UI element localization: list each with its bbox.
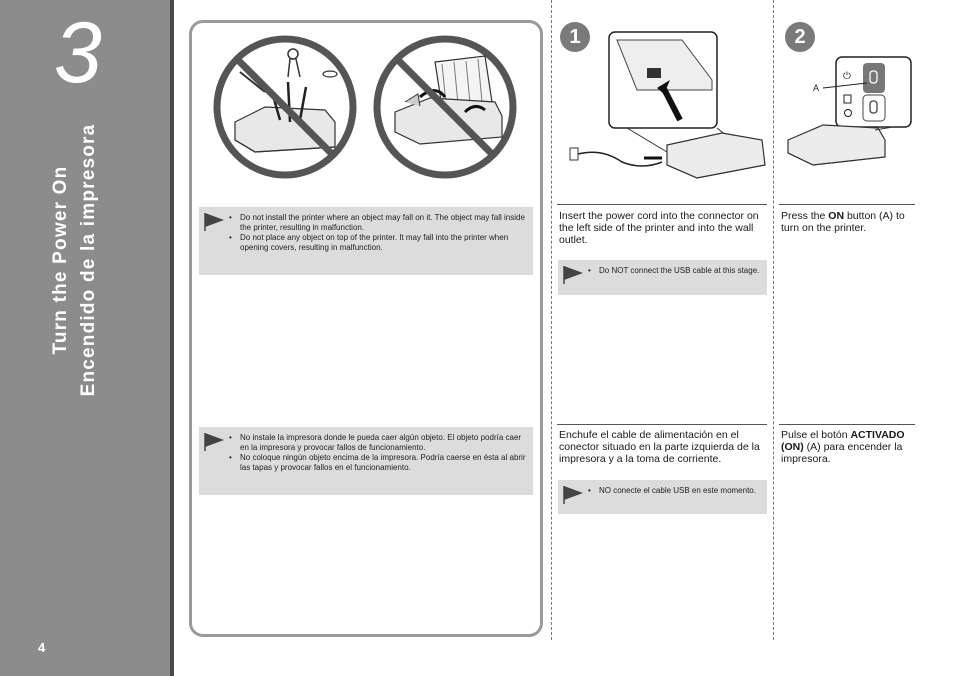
prohibition-illustrations [210, 32, 536, 182]
caution-flag-icon [203, 431, 225, 451]
note-item: • Do NOT connect the USB cable at this stage. [588, 266, 761, 276]
step2-instruction-spanish [781, 429, 919, 465]
step1-instruction-english: Insert the power cord into the connector on the left side of the printer and into the wall outlet. [559, 210, 759, 246]
sidebar [0, 0, 170, 676]
section-rule [557, 424, 767, 425]
title-english: Turn the Power On [50, 165, 71, 355]
step1-instruction-spanish: Enchufe el cable de alimentación en el conector situado en la parte izquierda de la impresora y a la toma de corriente. [559, 429, 760, 465]
column-divider [773, 0, 774, 640]
prohibition-falling-objects-icon [217, 39, 353, 175]
caution-note-english [199, 207, 533, 275]
button-callout-label: A [813, 83, 820, 93]
caution-flag-icon [562, 484, 584, 504]
on-label: ACTIVADO (ON) [781, 429, 905, 453]
step1-note-spanish [558, 480, 767, 514]
step-number: 3 [54, 5, 102, 101]
caution-flag-icon [562, 264, 584, 284]
caution-note-spanish [199, 427, 533, 495]
sidebar-divider [170, 0, 174, 676]
page-number: 4 [38, 640, 46, 655]
text-run: Pulse el botón [781, 429, 851, 441]
power-cord-illustration [562, 30, 772, 190]
title-spanish: Encendido de la impresora [78, 123, 99, 397]
printer-on-button-illustration [783, 55, 915, 185]
step1-note-english [558, 260, 767, 295]
caution-item: • No coloque ningún objeto encima de la impresora. Podría caerse en ésta al abrir las tapas y provocar fallos en el funcionamiento. [229, 453, 527, 473]
section-title [30, 100, 120, 420]
svg-text:⏻: ⏻ [843, 71, 851, 82]
caution-item: • Do not install the printer where an object may fall on it. The object may fall inside the printer, resulting in malfunction. [229, 213, 527, 233]
text-run: Press the [781, 210, 829, 222]
caution-flag-icon [203, 211, 225, 231]
section-rule [557, 204, 767, 205]
on-label: ON [828, 210, 845, 222]
text-run: button (A) to turn on the printer. [781, 210, 905, 234]
section-rule [779, 204, 915, 205]
text-run: (A) para encender la impresora. [781, 441, 903, 465]
section-rule [779, 424, 915, 425]
prohibition-objects-on-top-icon [377, 39, 513, 175]
caution-item: • No instale la impresora donde le pueda caer algún objeto. El objeto podría caer en la impresora y provocar fallos de funcionamiento. [229, 433, 527, 453]
step-badge-2: 2 [785, 22, 815, 52]
step2-instruction-english [781, 210, 917, 234]
step-badge-1: 1 [560, 22, 590, 52]
note-item: • NO conecte el cable USB en este momento. [588, 486, 761, 496]
caution-item: • Do not place any object on top of the printer. It may fall into the printer when opening covers, resulting in malfunction. [229, 233, 527, 253]
column-divider [551, 0, 552, 640]
